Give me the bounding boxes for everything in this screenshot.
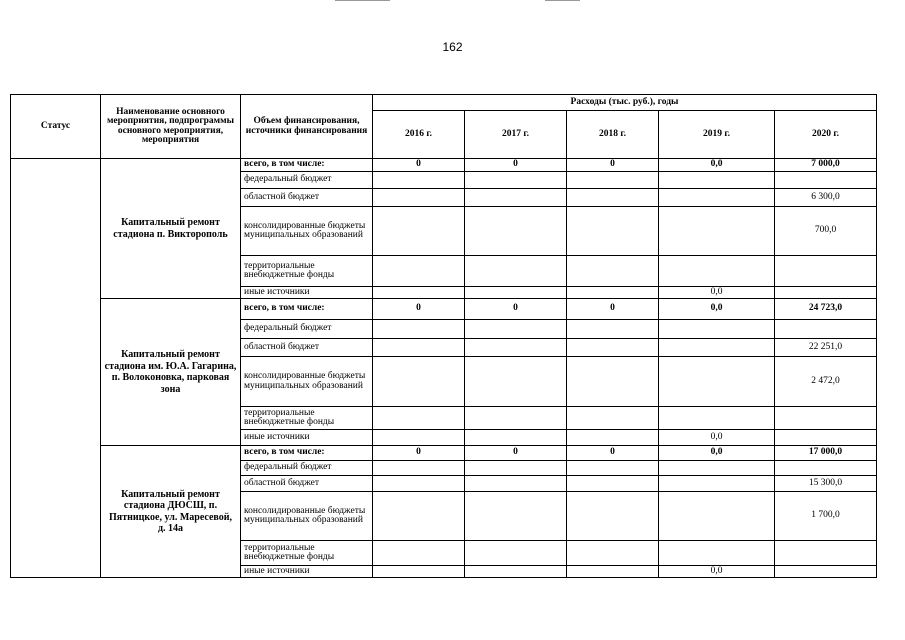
value-cell [775,407,877,430]
table-row-total [11,446,877,461]
budget-table [10,94,877,578]
funding-source: территориальные внебюджетные фонды [241,256,373,287]
value-cell [567,492,659,541]
value-cell [659,172,775,189]
page-number: 162 [442,40,463,54]
value-cell: 24 723,0 [775,299,877,320]
value-cell: 1 700,0 [775,492,877,541]
value-cell: 17 000,0 [775,446,877,461]
value-cell [373,189,465,207]
header-row [11,95,877,111]
value-cell [465,430,567,446]
header-year: 2019 г. [659,111,775,159]
value-cell [567,476,659,492]
header-year: 2017 г. [465,111,567,159]
value-cell [567,407,659,430]
funding-source: иные источники [241,566,373,578]
activity-name: Капитальный ремонт стадиона ДЮСШ, п. Пятницкое, ул. Маресевой, д. 14а [101,446,241,578]
value-cell [465,566,567,578]
value-cell: 0 [567,446,659,461]
value-cell [373,357,465,407]
activity-name: Капитальный ремонт стадиона п. Викторополь [101,159,241,299]
value-cell [373,476,465,492]
value-cell [465,492,567,541]
value-cell [373,430,465,446]
value-cell [373,461,465,476]
value-cell [373,287,465,299]
status-cell [11,159,101,578]
value-cell: 6 300,0 [775,189,877,207]
value-cell [465,407,567,430]
header-volume: Объем финансирования, источники финансирования [241,95,373,159]
value-cell [659,476,775,492]
funding-source: территориальные внебюджетные фонды [241,407,373,430]
value-cell [659,189,775,207]
value-cell [659,339,775,357]
header-status: Статус [11,95,101,159]
header-year: 2016 г. [373,111,465,159]
value-cell [567,172,659,189]
value-cell [465,541,567,566]
table-row-total [11,159,877,172]
table-body [11,159,877,578]
value-cell [775,541,877,566]
value-cell: 0,0 [659,566,775,578]
value-cell [659,320,775,339]
value-cell: 0 [373,446,465,461]
value-cell [373,339,465,357]
value-cell [373,407,465,430]
value-cell: 700,0 [775,207,877,256]
value-cell [465,189,567,207]
value-cell [465,476,567,492]
header-year: 2018 г. [567,111,659,159]
value-cell: 0 [465,446,567,461]
funding-source: иные источники [241,287,373,299]
funding-source: консолидированные бюджеты муниципальных образований [241,492,373,541]
value-cell: 0,0 [659,159,775,172]
value-cell [659,207,775,256]
value-cell: 0,0 [659,287,775,299]
value-cell [373,566,465,578]
funding-source: федеральный бюджет [241,320,373,339]
value-cell [465,207,567,256]
funding-source: областной бюджет [241,339,373,357]
value-cell: 22 251,0 [775,339,877,357]
funding-source: всего, в том числе: [241,446,373,461]
header-year: 2020 г. [775,111,877,159]
value-cell [567,339,659,357]
value-cell [567,287,659,299]
value-cell [567,430,659,446]
value-cell: 0 [373,299,465,320]
value-cell [373,172,465,189]
value-cell: 0 [465,299,567,320]
funding-source: консолидированные бюджеты муниципальных образований [241,207,373,256]
value-cell [373,492,465,541]
activity-name: Капитальный ремонт стадиона им. Ю.А. Гагарина, п. Волоконовка, парковая зона [101,299,241,446]
funding-source: федеральный бюджет [241,172,373,189]
value-cell [775,566,877,578]
value-cell [465,339,567,357]
value-cell [659,256,775,287]
funding-source: федеральный бюджет [241,461,373,476]
value-cell: 7 000,0 [775,159,877,172]
value-cell [775,172,877,189]
value-cell [567,461,659,476]
funding-source: всего, в том числе: [241,299,373,320]
value-cell [659,407,775,430]
value-cell [567,320,659,339]
value-cell: 0,0 [659,430,775,446]
value-cell: 0,0 [659,299,775,320]
table-row-total [11,299,877,320]
value-cell [465,357,567,407]
funding-source: областной бюджет [241,476,373,492]
value-cell [465,461,567,476]
value-cell [373,541,465,566]
funding-source: всего, в том числе: [241,159,373,172]
header-name: Наименование основного мероприятия, подпрограммы основного мероприятия, мероприятия [101,95,241,159]
value-cell: 0 [567,299,659,320]
value-cell [465,172,567,189]
value-cell [775,430,877,446]
value-cell [465,256,567,287]
value-cell [775,287,877,299]
value-cell: 0 [465,159,567,172]
value-cell [465,287,567,299]
value-cell: 2 472,0 [775,357,877,407]
value-cell [775,256,877,287]
value-cell [659,541,775,566]
value-cell [659,357,775,407]
scan-edge-mark [335,0,390,1]
value-cell [567,189,659,207]
value-cell [567,207,659,256]
value-cell: 15 300,0 [775,476,877,492]
scan-edge-mark [545,0,580,1]
value-cell: 0 [567,159,659,172]
value-cell [567,541,659,566]
value-cell [775,320,877,339]
funding-source: консолидированные бюджеты муниципальных образований [241,357,373,407]
value-cell [373,207,465,256]
header-expenses: Расходы (тыс. руб.), годы [373,95,877,111]
value-cell: 0,0 [659,446,775,461]
value-cell [373,256,465,287]
value-cell [373,320,465,339]
value-cell: 0 [373,159,465,172]
value-cell [567,566,659,578]
value-cell [465,320,567,339]
value-cell [567,357,659,407]
funding-source: областной бюджет [241,189,373,207]
value-cell [775,461,877,476]
funding-source: иные источники [241,430,373,446]
value-cell [567,256,659,287]
value-cell [659,492,775,541]
value-cell [659,461,775,476]
funding-source: территориальные внебюджетные фонды [241,541,373,566]
